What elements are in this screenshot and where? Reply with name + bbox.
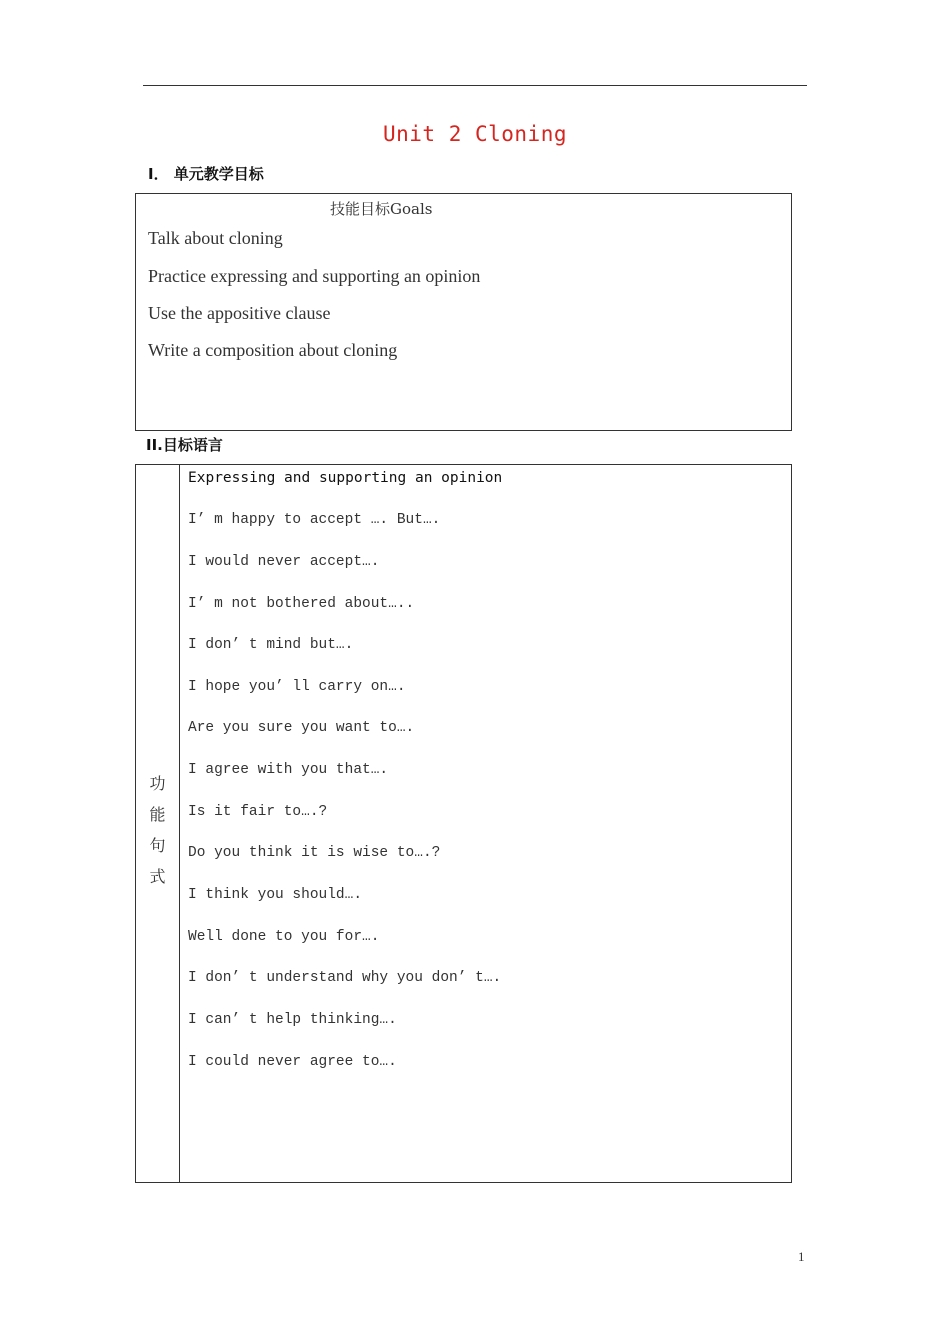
phrase-item: I can’ t help thinking….: [188, 1012, 397, 1028]
phrase-item: I could never agree to….: [188, 1054, 397, 1070]
phrase-item: I don’ t understand why you don’ t….: [188, 970, 502, 986]
page-number: 1: [798, 1249, 805, 1264]
goals-table: [135, 193, 792, 431]
label-char: 句: [149, 836, 166, 855]
phrase-item: I think you should….: [188, 887, 363, 903]
goal-item: Use the appositive clause: [148, 303, 331, 323]
phrase-item: I’ m happy to accept …. But….: [188, 512, 441, 528]
target-language-table: [135, 464, 792, 1183]
phrase-item: I’ m not bothered about…..: [188, 596, 415, 612]
function-label-cell: [136, 465, 180, 1182]
phrase-item: Do you think it is wise to….?: [188, 845, 441, 861]
section-2-heading: II.目标语言: [146, 436, 223, 454]
label-char: 式: [149, 867, 166, 886]
goal-item: Practice expressing and supporting an opinion: [148, 266, 481, 286]
phrase-item: Are you sure you want to….: [188, 720, 415, 736]
goal-item: Talk about cloning: [148, 228, 283, 248]
phrase-item: I don’ t mind but….: [188, 637, 354, 653]
phrase-item: Is it fair to….?: [188, 804, 328, 820]
label-char: 功: [149, 774, 166, 793]
phrase-item: I hope you’ ll carry on….: [188, 679, 406, 695]
phrase-item: Well done to you for….: [188, 929, 380, 945]
function-label: [136, 768, 179, 892]
phrase-item: I agree with you that….: [188, 762, 389, 778]
label-char: 能: [149, 805, 166, 824]
phrase-item: I would never accept….: [188, 554, 380, 570]
phrases-header: Expressing and supporting an opinion: [188, 470, 503, 486]
header-rule: [143, 85, 807, 86]
goals-header: 技能目标Goals: [330, 200, 433, 218]
section-1-heading: I． 单元教学目标: [148, 165, 264, 183]
phrases-cell: [188, 465, 783, 1182]
goal-item: Write a composition about cloning: [148, 340, 398, 360]
unit-title: Unit 2 Cloning: [382, 122, 567, 146]
